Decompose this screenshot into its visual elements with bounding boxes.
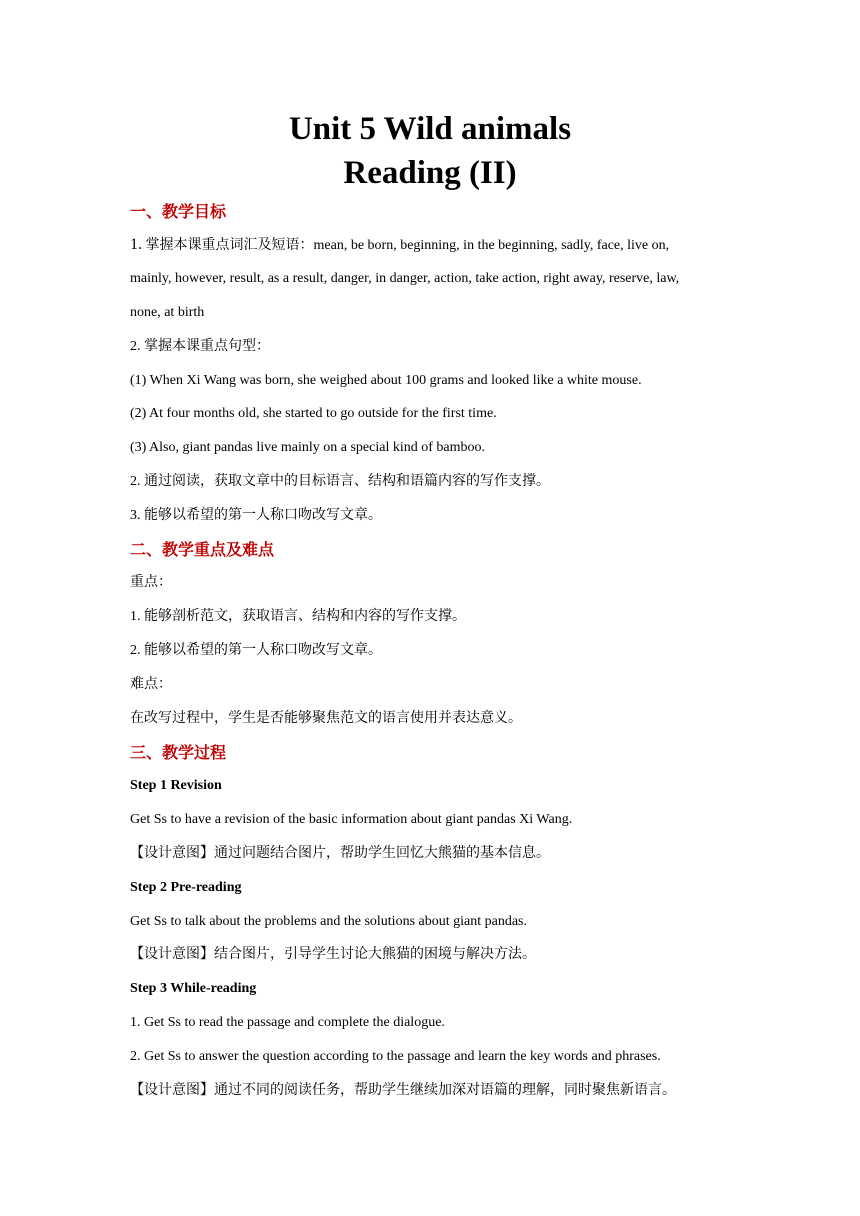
key-sentence-2: (2) At four months old, she started to go outside for the first time.	[130, 406, 497, 421]
step-1-title: Step 1 Revision	[130, 778, 222, 793]
objective-item-1-line-1	[130, 235, 730, 256]
key-point-2: 2. 能够以希望的第一人称口吻改写文章。	[130, 643, 382, 658]
step-3-intent: 【设计意图】通过不同的阅读任务，帮助学生继续加深对语篇的理解，同时聚焦新语言。	[130, 1083, 676, 1098]
section-heading-objectives: 一、教学目标	[130, 202, 227, 221]
objective-item-1-text: 掌握本课重点词汇及短语：mean, be born, beginning, in the beginning, sadly, face, live on,	[145, 238, 670, 253]
difficulty-1: 在改写过程中，学生是否能够聚焦范文的语言使用并表达意义。	[130, 711, 522, 726]
step-2-intent: 【设计意图】结合图片，引导学生讨论大熊猫的困境与解决方法。	[130, 947, 536, 962]
key-point-1: 1. 能够剖析范文，获取语言、结构和内容的写作支撑。	[130, 609, 466, 624]
step-1-intent: 【设计意图】通过问题结合图片，帮助学生回忆大熊猫的基本信息。	[130, 846, 550, 861]
objective-item-1-number: 1.	[130, 236, 142, 253]
step-3-text-1: 1. Get Ss to read the passage and complete the dialogue.	[130, 1015, 445, 1030]
step-2-title: Step 2 Pre-reading	[130, 880, 242, 895]
step-3-text-2: 2. Get Ss to answer the question according to the passage and learn the key words and phrases.	[130, 1049, 661, 1064]
step-2-text: Get Ss to talk about the problems and the solutions about giant pandas.	[130, 914, 527, 929]
key-sentence-3: (3) Also, giant pandas live mainly on a special kind of bamboo.	[130, 440, 485, 455]
difficulty-label: 难点：	[130, 677, 172, 692]
step-1-text: Get Ss to have a revision of the basic information about giant pandas Xi Wang.	[130, 812, 573, 827]
key-sentence-1: (1) When Xi Wang was born, she weighed about 100 grams and looked like a white mouse.	[130, 373, 642, 388]
objective-item-2: 2. 掌握本课重点句型：	[130, 339, 270, 354]
section-heading-key-points: 二、教学重点及难点	[130, 540, 275, 559]
step-3-title: Step 3 While-reading	[130, 981, 257, 996]
section-heading-process: 三、教学过程	[130, 743, 227, 762]
objective-item-1-line-3: none, at birth	[130, 305, 205, 320]
objective-item-3: 2. 通过阅读，获取文章中的目标语言、结构和语篇内容的写作支撑。	[130, 474, 550, 489]
key-points-label: 重点：	[130, 575, 172, 590]
document-subtitle: Reading (II)	[343, 155, 517, 191]
document-title: Unit 5 Wild animals	[288, 111, 572, 147]
objective-item-4: 3. 能够以希望的第一人称口吻改写文章。	[130, 508, 382, 523]
objective-item-1-line-2: mainly, however, result, as a result, danger, in danger, action, take action, right away, reserve, law,	[130, 271, 680, 286]
